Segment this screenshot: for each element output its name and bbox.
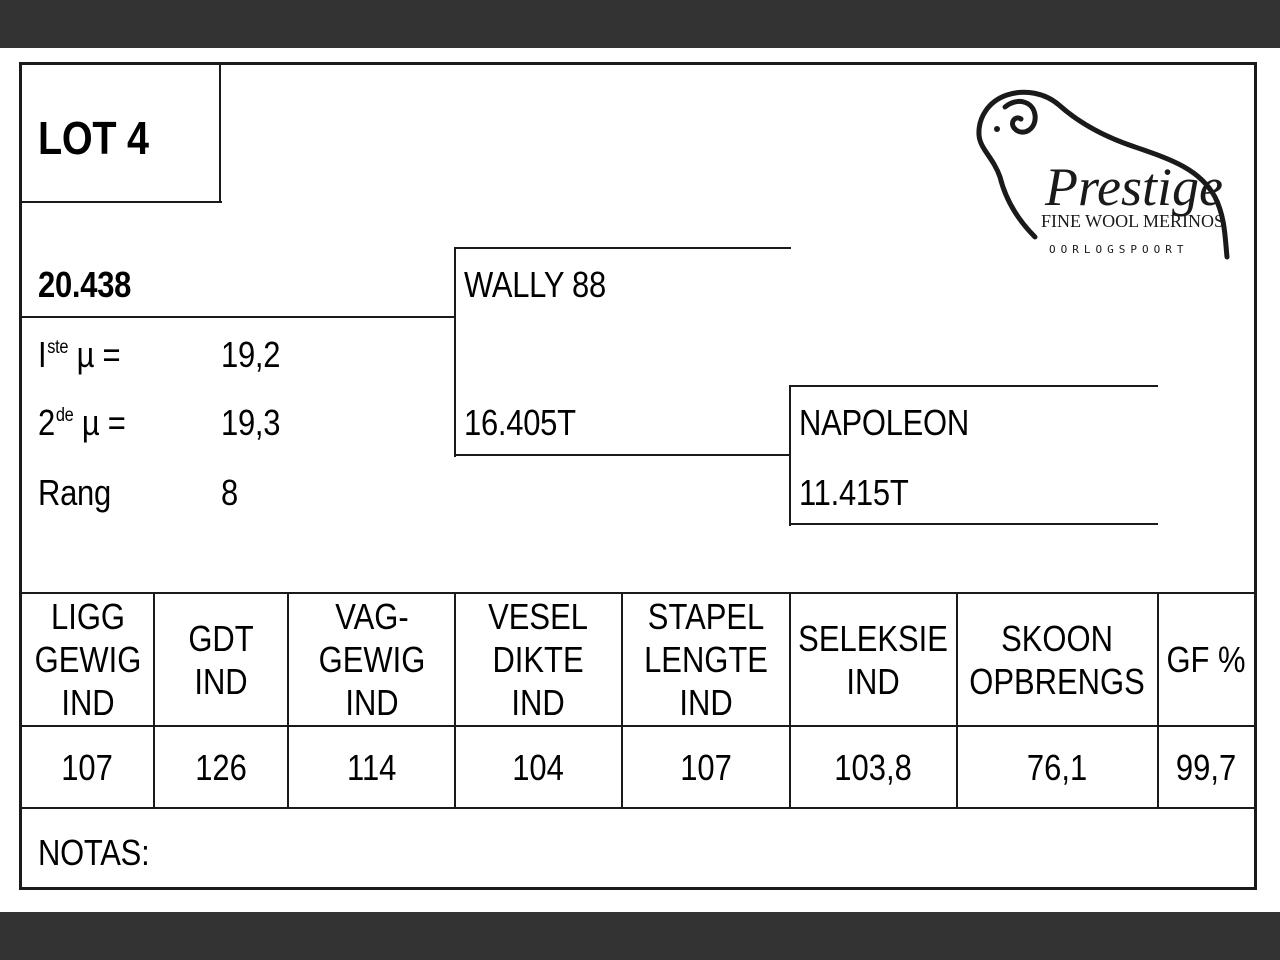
sire-left-border: [454, 247, 456, 457]
logo-location: OORLOGSPOORT: [1049, 243, 1189, 256]
grandsire-bottom-border: [789, 523, 1158, 525]
grandsire-left-border: [789, 385, 791, 526]
lot-card: [19, 62, 1257, 890]
rank-value: 8: [221, 472, 238, 513]
header-vesel-dikte: VESEL DIKTE IND: [488, 596, 589, 723]
header-gdt: GDT IND: [188, 617, 254, 702]
bottom-frame-bar: [0, 912, 1280, 960]
first-micron-label: Iste µ =: [38, 334, 121, 375]
value-vesel-dikte: 104: [512, 746, 565, 788]
lot-box-bottom-border: [22, 201, 222, 203]
lot-box-right-border: [219, 65, 221, 203]
grandsire-name: NAPOLEON: [799, 402, 969, 443]
index-table-bottom-border: [22, 807, 1254, 809]
second-micron-label: 2de µ =: [38, 402, 126, 443]
value-gf-percent: 99,7: [1176, 746, 1237, 788]
animal-id-bottom-border: [22, 316, 456, 318]
grandsire-top-border: [789, 385, 1158, 387]
notes-label: NOTAS:: [38, 832, 150, 873]
prestige-logo: [975, 87, 1245, 267]
header-ligg-gewig: LIGG GEWIG IND: [34, 596, 141, 723]
top-frame-bar: [0, 0, 1280, 48]
sire-id: 16.405T: [464, 402, 576, 443]
header-skoon-opbrengs: SKOON OPBRENGS: [969, 617, 1146, 702]
second-micron-value: 19,3: [221, 402, 281, 443]
rank-label: Rang: [38, 472, 111, 513]
value-stapel-lengte: 107: [680, 746, 732, 788]
value-ligg-gewig: 107: [61, 746, 114, 788]
grandsire-id: 11.415T: [799, 472, 909, 513]
header-seleksie: SELEKSIE IND: [798, 617, 949, 702]
sire-bottom-border: [454, 454, 791, 456]
logo-brand: Prestige: [1045, 157, 1223, 217]
sire-top-border: [454, 247, 791, 249]
value-vag-gewig: 114: [346, 746, 397, 788]
first-micron-value: 19,2: [221, 334, 281, 375]
animal-id: 20.438: [38, 264, 132, 305]
header-gf-percent: GF %: [1166, 639, 1247, 680]
value-skoon-opbrengs: 76,1: [1027, 746, 1088, 788]
logo-tagline: FINE WOOL MERINOS: [1041, 211, 1224, 231]
lot-title: LOT 4: [38, 112, 149, 164]
value-seleksie: 103,8: [834, 746, 913, 788]
header-vag-gewig: VAG- GEWIG IND: [318, 596, 425, 723]
header-stapel-lengte: STAPEL LENGTE IND: [644, 596, 768, 723]
sire-name: WALLY 88: [464, 264, 606, 305]
value-gdt: 126: [195, 746, 247, 788]
